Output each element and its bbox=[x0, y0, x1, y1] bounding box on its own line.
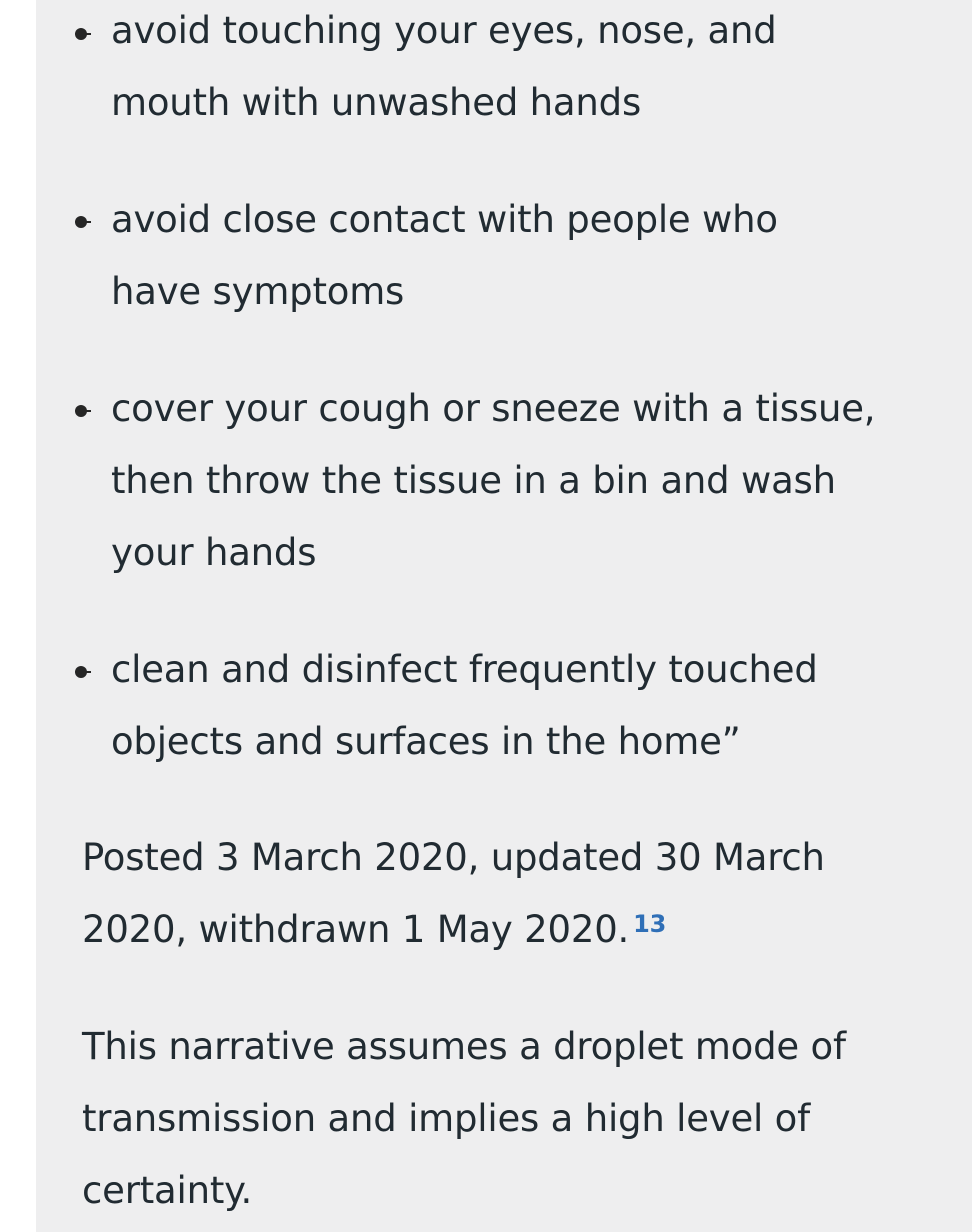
list-item-text: avoid close contact with people who have symptoms bbox=[111, 198, 778, 313]
bullet-icon bbox=[75, 215, 89, 229]
narrative-paragraph: This narrative assumes a droplet mode of transmission and implies a high level of certainty. bbox=[82, 1025, 846, 1212]
bullet-icon bbox=[75, 665, 89, 679]
list-item-text: cover your cough or sneeze with a tissue, then throw the tissue in a bin and wash your hands bbox=[111, 387, 876, 574]
bullet-icon bbox=[75, 404, 89, 418]
quote-panel bbox=[36, 0, 972, 1232]
posted-dates-text: Posted 3 March 2020, updated 30 March 2020, withdrawn 1 May 2020. bbox=[82, 836, 825, 951]
footnote-link[interactable]: 13 bbox=[633, 910, 667, 938]
posted-dates-paragraph bbox=[82, 822, 952, 966]
list-item-text: avoid touching your eyes, nose, and mouth with unwashed hands bbox=[111, 9, 777, 124]
bullet-icon bbox=[75, 27, 89, 41]
list-item-text: clean and disinfect frequently touched objects and surfaces in the home” bbox=[111, 648, 818, 763]
